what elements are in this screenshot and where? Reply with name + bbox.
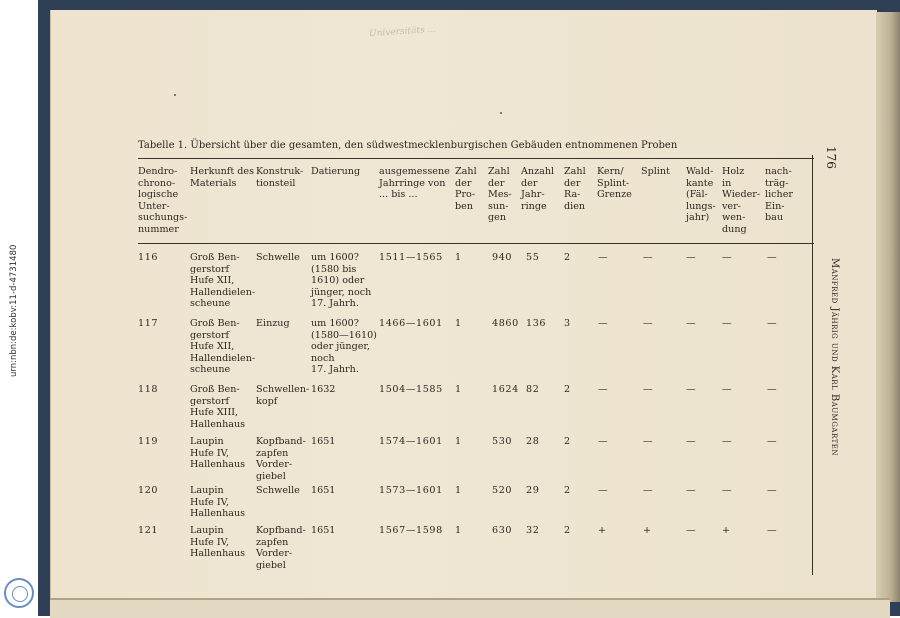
- page-number: 176: [824, 146, 838, 169]
- header-line: der: [521, 177, 538, 189]
- cell-line: Groß Ben-: [190, 318, 240, 329]
- cell-kern: —: [598, 252, 609, 263]
- cell-proben: 1: [455, 436, 462, 447]
- cell-line: Hallenhaus: [190, 418, 246, 430]
- cell-line: giebel: [256, 470, 286, 482]
- cell-splint: —: [643, 436, 654, 447]
- header-line: dung: [722, 223, 747, 235]
- header-line: Zahl: [488, 166, 510, 177]
- cell-proben: 1: [455, 525, 462, 536]
- cell-anzahl: 28: [526, 436, 540, 447]
- cell-anzahl: 82: [526, 384, 540, 395]
- header-line: gen: [488, 212, 506, 223]
- cell-line: gerstorf: [190, 395, 230, 407]
- header-line: jahr): [686, 212, 710, 223]
- library-seal-logo: [4, 578, 34, 608]
- cell-line: Hufe IV,: [190, 447, 229, 459]
- cell-radien: 2: [564, 252, 571, 263]
- cell-datierung: [311, 318, 377, 376]
- header-line: Pro-: [455, 189, 476, 200]
- cell-wald: —: [686, 318, 697, 329]
- cell-wald: —: [686, 485, 697, 496]
- header-line: ringe: [521, 200, 547, 212]
- cell-nach: —: [767, 436, 778, 447]
- cell-line: Schwellen-: [256, 384, 310, 395]
- next-page-edge: [50, 598, 890, 618]
- cell-line: Hallendielen-: [190, 286, 256, 298]
- cell-line: 1651: [311, 436, 336, 447]
- cell-holz: —: [722, 384, 733, 395]
- cell-proben: 1: [455, 485, 462, 496]
- cell-line: gerstorf: [190, 263, 230, 275]
- cell-line: um 1600?: [311, 318, 359, 329]
- cell-line: jünger, noch: [311, 286, 372, 298]
- table-top-rule: [138, 158, 814, 159]
- header-line: Ein-: [765, 200, 785, 212]
- header-line: Herkunft des: [190, 166, 254, 177]
- cell-holz: —: [722, 252, 733, 263]
- header-teil: [256, 166, 303, 189]
- cell-proben: 1: [455, 384, 462, 395]
- cell-radien: 2: [564, 485, 571, 496]
- cell-nr: 119: [138, 436, 159, 447]
- cell-wald: —: [686, 384, 697, 395]
- cell-line: zapfen: [256, 536, 289, 548]
- cell-teil: [256, 525, 306, 571]
- cell-proben: 1: [455, 318, 462, 329]
- cell-messungen: 520: [492, 485, 513, 496]
- header-line: der: [488, 177, 505, 189]
- speck: [500, 112, 502, 114]
- header-line: Holz: [722, 166, 745, 177]
- cell-nr: 121: [138, 525, 159, 536]
- header-line: träg-: [765, 177, 789, 189]
- cell-line: Einzug: [256, 318, 290, 329]
- header-line: bau: [765, 212, 784, 223]
- running-head: [818, 146, 840, 578]
- cell-splint: —: [643, 485, 654, 496]
- cell-line: (1580—1610): [311, 329, 377, 341]
- cell-line: Hallenhaus: [190, 459, 246, 470]
- header-line: licher: [765, 189, 793, 200]
- cell-messungen: 1624: [492, 384, 519, 395]
- cell-herkunft: [190, 525, 245, 560]
- header-line: Jahr-: [521, 189, 545, 200]
- cell-splint: —: [643, 384, 654, 395]
- cell-line: 17. Jahrh.: [311, 364, 359, 375]
- book-page: [50, 10, 877, 602]
- cell-line: 1632: [311, 384, 336, 395]
- cell-radien: 2: [564, 384, 571, 395]
- header-line: Dendro-: [138, 166, 178, 177]
- header-line: ... bis ...: [379, 189, 418, 200]
- header-line: logische: [138, 189, 179, 200]
- header-line: Datierung: [311, 166, 361, 177]
- cell-jahrringe: 1574—1601: [379, 436, 443, 447]
- header-messungen: [488, 166, 512, 224]
- cell-line: scheune: [190, 364, 231, 375]
- cell-line: 1651: [311, 485, 336, 496]
- table-caption: Tabelle 1. Übersicht über die gesamten, den südwestmecklenburgischen Gebäuden entnommenen Proben: [138, 140, 678, 151]
- cell-line: Groß Ben-: [190, 252, 240, 263]
- header-line: dien: [564, 200, 586, 212]
- cell-datierung: [311, 436, 335, 448]
- cell-kern: +: [598, 525, 607, 536]
- cell-line: giebel: [256, 559, 286, 571]
- cell-line: Hallendielen-: [190, 352, 256, 364]
- cell-nr: 118: [138, 384, 159, 395]
- header-nr: [138, 166, 187, 235]
- header-holz: [722, 166, 760, 235]
- header-datierung: [311, 166, 360, 178]
- cell-teil: [256, 384, 309, 407]
- cell-nach: —: [767, 485, 778, 496]
- cell-line: Vorder-: [256, 548, 293, 559]
- cell-nach: —: [767, 525, 778, 536]
- cell-anzahl: 55: [526, 252, 540, 263]
- cell-line: Laupin: [190, 436, 224, 447]
- cell-herkunft: [190, 252, 255, 310]
- cell-datierung: [311, 485, 335, 497]
- cell-nr: 120: [138, 485, 159, 496]
- cell-line: Hufe XII,: [190, 275, 235, 286]
- cell-line: Laupin: [190, 485, 224, 496]
- cell-herkunft: [190, 485, 245, 520]
- cell-messungen: 4860: [492, 318, 519, 329]
- cell-teil: [256, 485, 300, 497]
- cell-teil: [256, 252, 300, 264]
- header-line: Materials: [190, 177, 237, 189]
- cell-line: Hufe XIII,: [190, 407, 239, 418]
- cell-datierung: [311, 384, 335, 396]
- cell-datierung: [311, 525, 335, 537]
- cell-line: kopf: [256, 395, 278, 407]
- cell-kern: —: [598, 384, 609, 395]
- cell-line: noch: [311, 352, 335, 364]
- header-line: Zahl: [564, 166, 586, 177]
- cell-line: Vorder-: [256, 459, 293, 470]
- cell-splint: —: [643, 252, 654, 263]
- urn-text: urn:nbn:de:kobv:11-d-4731480: [9, 244, 19, 377]
- cell-nach: —: [767, 252, 778, 263]
- cell-line: Hallenhaus: [190, 548, 246, 559]
- cell-line: Hufe XII,: [190, 341, 235, 352]
- cell-holz: +: [722, 525, 731, 536]
- cell-herkunft: [190, 384, 245, 430]
- header-line: wen-: [722, 212, 746, 223]
- cell-messungen: 940: [492, 252, 513, 263]
- header-nach: [765, 166, 793, 224]
- cell-line: Hallenhaus: [190, 508, 246, 519]
- cell-nr: 117: [138, 318, 159, 329]
- header-line: ben: [455, 200, 473, 212]
- header-kern: [597, 166, 632, 201]
- header-line: (Fäl-: [686, 189, 708, 200]
- header-line: Grenze: [597, 189, 632, 200]
- header-line: Ra-: [564, 189, 581, 200]
- cell-anzahl: 32: [526, 525, 540, 536]
- cell-wald: —: [686, 525, 697, 536]
- header-line: in: [722, 177, 732, 189]
- cell-nach: —: [767, 318, 778, 329]
- cell-messungen: 530: [492, 436, 513, 447]
- header-line: ver-: [722, 200, 741, 212]
- header-splint: [641, 166, 670, 178]
- cell-radien: 3: [564, 318, 571, 329]
- cell-teil: [256, 318, 290, 330]
- cell-line: zapfen: [256, 447, 289, 459]
- running-head-authors: Manfred Jährig und Karl Baumgarten: [829, 258, 840, 457]
- cell-splint: +: [643, 525, 652, 536]
- header-line: chrono-: [138, 177, 176, 189]
- cell-line: um 1600?: [311, 252, 359, 263]
- cell-radien: 2: [564, 436, 571, 447]
- cell-jahrringe: 1504—1585: [379, 384, 443, 395]
- cell-holz: —: [722, 485, 733, 496]
- header-jahrringe: [379, 166, 450, 201]
- header-radien: [564, 166, 586, 212]
- header-line: der: [564, 177, 581, 189]
- cell-line: gerstorf: [190, 329, 230, 341]
- header-line: tionsteil: [256, 177, 296, 189]
- cell-line: Schwelle: [256, 252, 300, 263]
- header-line: Zahl: [455, 166, 477, 177]
- cell-radien: 2: [564, 525, 571, 536]
- header-line: Jahrringe von: [379, 177, 446, 189]
- header-line: Splint: [641, 166, 670, 177]
- cell-holz: —: [722, 318, 733, 329]
- cell-messungen: 630: [492, 525, 513, 536]
- cell-line: Hufe IV,: [190, 536, 229, 548]
- header-line: lungs-: [686, 200, 716, 212]
- cell-datierung: [311, 252, 371, 310]
- cell-nr: 116: [138, 252, 159, 263]
- cell-line: Kopfband-: [256, 525, 306, 536]
- header-line: Wieder-: [722, 189, 761, 200]
- cell-herkunft: [190, 436, 245, 471]
- header-herkunft: [190, 166, 254, 189]
- cell-nach: —: [767, 384, 778, 395]
- header-line: Mes-: [488, 189, 512, 200]
- cell-anzahl: 136: [526, 318, 547, 329]
- cell-jahrringe: 1573—1601: [379, 485, 443, 496]
- cell-line: oder jünger,: [311, 341, 370, 352]
- cell-jahrringe: 1567—1598: [379, 525, 443, 536]
- cell-teil: [256, 436, 306, 482]
- cell-line: scheune: [190, 298, 231, 309]
- cell-kern: —: [598, 436, 609, 447]
- header-line: nach-: [765, 166, 792, 177]
- stamp-text: Universitäts ...: [368, 24, 437, 40]
- page-margin-rule: [812, 155, 813, 575]
- cell-kern: —: [598, 318, 609, 329]
- cell-herkunft: [190, 318, 255, 376]
- header-line: nummer: [138, 223, 179, 235]
- cell-line: 1651: [311, 525, 336, 536]
- header-proben: [455, 166, 477, 212]
- page-fold-shadow: [876, 12, 900, 602]
- header-line: ausgemessene: [379, 166, 450, 177]
- header-line: Unter-: [138, 200, 170, 212]
- speck: [174, 94, 176, 96]
- cell-splint: —: [643, 318, 654, 329]
- cell-proben: 1: [455, 252, 462, 263]
- cell-line: Groß Ben-: [190, 384, 240, 395]
- header-line: Splint-: [597, 177, 630, 189]
- cell-line: 1610) oder: [311, 275, 365, 286]
- header-anzahl: [521, 166, 554, 212]
- header-line: Wald-: [686, 166, 714, 177]
- header-line: der: [455, 177, 472, 189]
- table-header-rule: [138, 243, 814, 244]
- cell-jahrringe: 1466—1601: [379, 318, 443, 329]
- cell-line: Hufe IV,: [190, 496, 229, 508]
- header-line: kante: [686, 177, 714, 189]
- cell-holz: —: [722, 436, 733, 447]
- urn-side-label: [4, 240, 18, 380]
- cell-wald: —: [686, 252, 697, 263]
- cell-line: Schwelle: [256, 485, 300, 496]
- cell-line: 17. Jahrh.: [311, 298, 359, 309]
- cell-wald: —: [686, 436, 697, 447]
- cell-kern: —: [598, 485, 609, 496]
- header-line: Konstruk-: [256, 166, 304, 177]
- cell-line: (1580 bis: [311, 263, 357, 275]
- cell-line: Laupin: [190, 525, 224, 536]
- header-line: sun-: [488, 200, 509, 212]
- header-line: Kern/: [597, 166, 624, 177]
- header-wald: [686, 166, 716, 224]
- cell-jahrringe: 1511—1565: [379, 252, 443, 263]
- header-line: Anzahl: [521, 166, 555, 177]
- cell-anzahl: 29: [526, 485, 540, 496]
- cell-line: Kopfband-: [256, 436, 306, 447]
- header-line: suchungs-: [138, 212, 188, 223]
